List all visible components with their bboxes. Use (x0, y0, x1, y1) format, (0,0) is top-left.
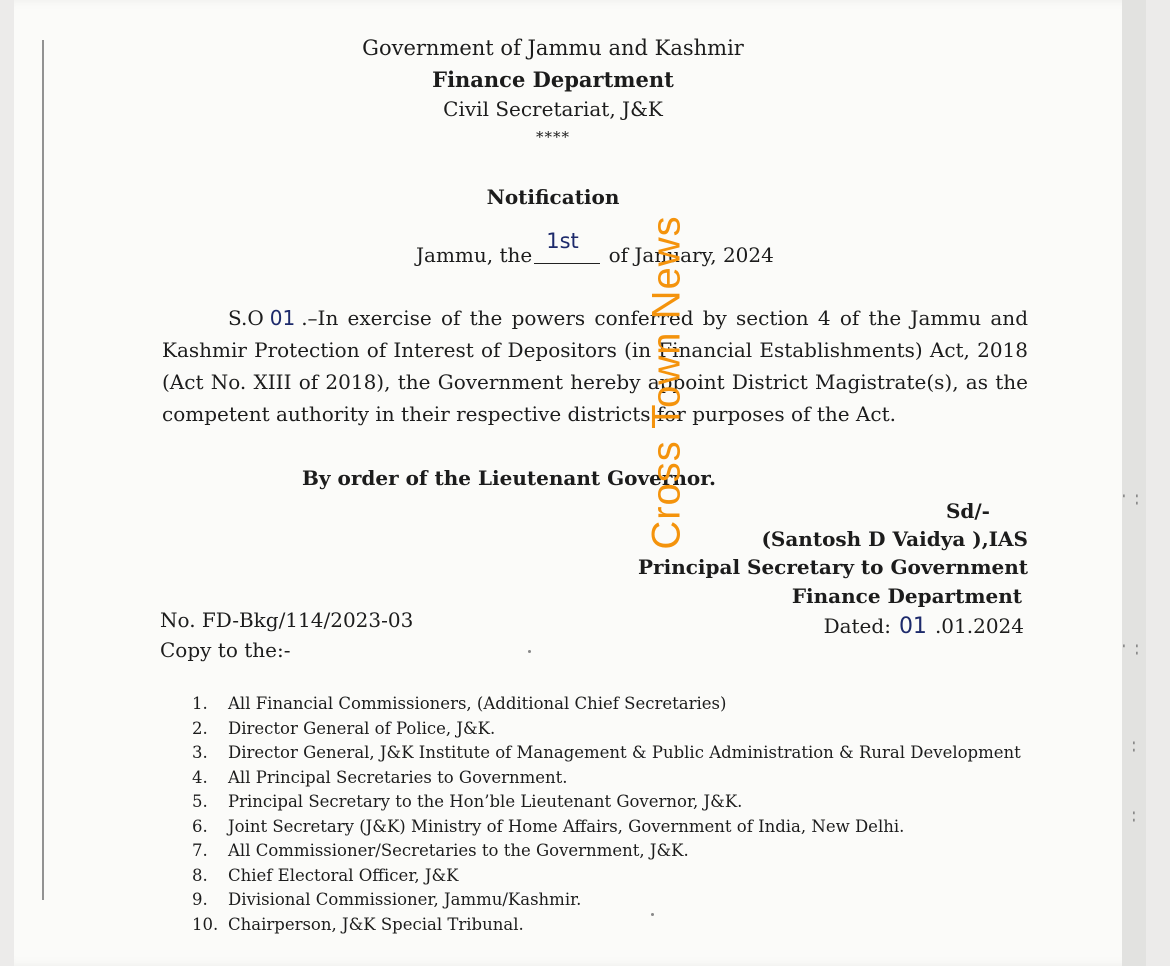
body-text: .–In exercise of the powers conferred by section 4 of the Jammu and Kashmir Protection of Interest of Depositors (in Financial Establishments) Act, 2018 (Act No. XIII of 2018), the Government hereby appoint District Magistrate(s), as the competent authority in their respective districts for purposes of the Act. (162, 306, 1028, 426)
header-department: Finance Department (432, 67, 674, 92)
list-item-number: 7. (192, 841, 208, 860)
notification-title: Notification (486, 185, 620, 209)
handwritten-dated-day: 01 (898, 614, 927, 639)
speck (528, 650, 531, 653)
handwritten-so-number: 01 (269, 306, 296, 330)
copy-to-label: Copy to the:- (160, 638, 291, 662)
signature-sd: Sd/- (945, 499, 990, 523)
list-item (192, 718, 1030, 740)
date-blank (534, 229, 600, 264)
signature-dated (824, 614, 1024, 639)
margin-mark: - - (1128, 741, 1142, 752)
signatory-designation: Principal Secretary to Government (638, 555, 1028, 579)
list-item-number: 2. (192, 718, 208, 738)
list-item (192, 816, 1030, 838)
signatory-department: Finance Department (791, 584, 1022, 608)
list-item-text: Chief Electoral Officer, J&K (228, 865, 459, 885)
margin-mark: - - (1128, 811, 1142, 822)
list-item (192, 767, 1030, 789)
list-item (192, 865, 1030, 887)
notification-place-date (416, 229, 774, 267)
watermark-text: Cross Town News (644, 215, 689, 550)
handwritten-day: 1st (546, 229, 579, 253)
list-item-number: 10. (192, 914, 219, 934)
page-edge-line (42, 40, 44, 900)
list-item (192, 914, 1030, 936)
margin-mark: - - - (1118, 494, 1144, 505)
list-item (192, 693, 1030, 715)
list-item (192, 791, 1030, 813)
list-item (192, 889, 1030, 911)
list-item-text: All Principal Secretaries to Government. (228, 767, 568, 787)
list-item-text: All Financial Commissioners, (Additional Chief Secretaries) (228, 694, 727, 713)
list-item-number: 8. (192, 865, 208, 885)
margin-mark: - - - (1118, 644, 1144, 655)
list-item-text: Divisional Commissioner, Jammu/Kashmir. (228, 890, 582, 909)
header-separator: **** (536, 128, 570, 146)
place-suffix: of January, 2024 (608, 243, 774, 267)
list-item-number: 1. (192, 694, 208, 713)
list-item-text: Chairperson, J&K Special Tribunal. (228, 914, 524, 934)
list-item-number: 4. (192, 767, 208, 787)
list-item (192, 742, 1030, 764)
list-item-text: Director General, J&K Institute of Management & Public Administration & Rural Development (228, 743, 1021, 762)
list-item (192, 840, 1030, 862)
list-item-text: Joint Secretary (J&K) Ministry of Home Affairs, Government of India, New Delhi. (228, 816, 905, 836)
place-prefix: Jammu, the (416, 243, 533, 267)
header-office: Civil Secretariat, J&K (443, 97, 663, 121)
list-item-number: 9. (192, 890, 208, 909)
list-item-text: Principal Secretary to the Hon’ble Lieutenant Governor, J&K. (228, 792, 743, 811)
speck (651, 913, 654, 916)
dated-label: Dated: (823, 614, 891, 638)
list-item-text: All Commissioner/Secretaries to the Government, J&K. (228, 841, 689, 860)
list-item-number: 3. (192, 743, 208, 762)
list-item-text: Director General of Police, J&K. (228, 718, 496, 738)
dated-rest: .01.2024 (934, 614, 1024, 638)
signatory-name: (Santosh D Vaidya ),IAS (761, 527, 1028, 551)
header-government: Government of Jammu and Kashmir (362, 36, 744, 60)
notification-body (162, 302, 1028, 430)
copy-list (192, 693, 1030, 938)
by-order-line: By order of the Lieutenant Governor. (302, 466, 716, 490)
file-number: No. FD-Bkg/114/2023-03 (160, 608, 414, 632)
list-item-number: 6. (192, 816, 208, 836)
so-prefix: S.O (228, 306, 264, 330)
list-item-number: 5. (192, 792, 208, 811)
